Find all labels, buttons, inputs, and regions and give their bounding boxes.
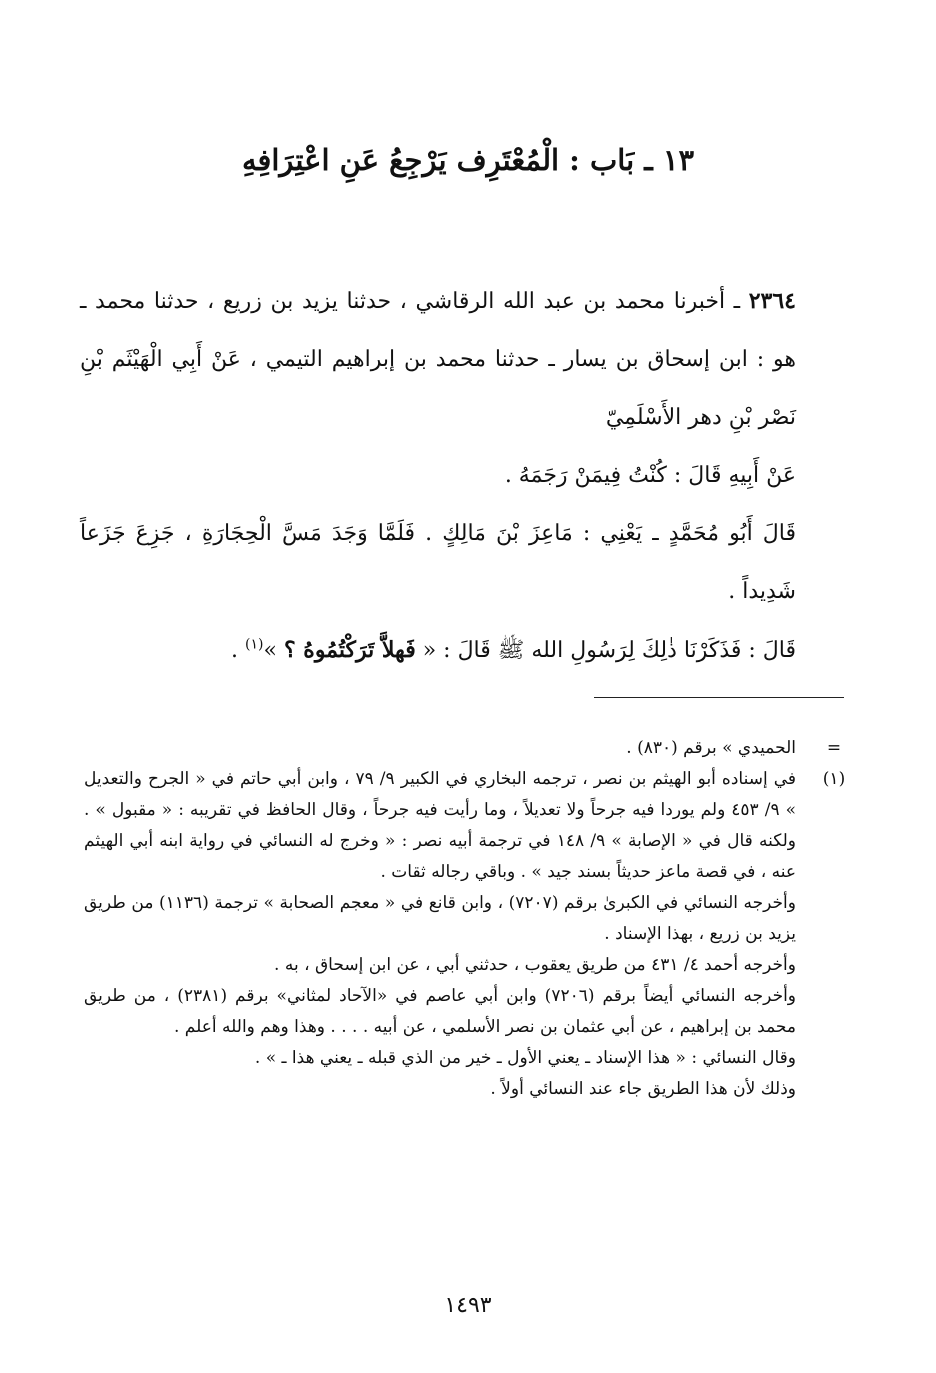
footnote-divider xyxy=(594,697,844,698)
footnote-1-line: وأخرجه أحمد ٤/ ٤٣١ من طريق يعقوب ، حدثني أبي ، عن ابن إسحاق ، به . xyxy=(274,955,796,975)
prophetic-saying: فَهلاَّ تَرَكْتُمُوهُ ؟ xyxy=(283,637,416,663)
footnote-reference: (١) xyxy=(245,636,264,653)
hadith-paragraph-4 xyxy=(80,621,852,680)
hadith-p4-tail: . xyxy=(231,638,239,663)
continuation-marker: = xyxy=(826,738,842,758)
continuation-text: الحميدي » برقم (٨٣٠) . xyxy=(626,738,796,758)
footnote-1 xyxy=(84,764,854,1105)
chapter-title: ١٣ ـ بَاب : الْمُعْتَرِف يَرْجِعُ عَنِ اعْتِرَافِهِ xyxy=(241,143,695,177)
hadith-p4-end: » xyxy=(263,638,277,663)
page-number: ١٤٩٣ xyxy=(444,1293,492,1318)
footnote-1-marker: (١) xyxy=(822,769,846,789)
footnote-1-line: في إسناده أبو الهيثم بن نصر ، ترجمه البخاري في الكبير ٩/ ٧٩ ، وابن أبي حاتم في « الجرح والتعديل » ٩/ ٤٥٣ ولم يوردا فيه جرحاً ولا تعديلاً ، وما رأيت فيه جرحاً ، وقال الحافظ في تقريبه : « مقبول » . ولكنه قال في « الإصابة » ٩/ ١٤٨ في ترجمة أبيه نصر : « وخرج له النسائي في رواية ابنه أبي الهيثم عنه ، في قصة ماعز حديثاً بسند جيد » . وباقي رجاله ثقات . xyxy=(84,769,796,882)
hadith-paragraph-2: عَنْ أَبِيهِ قَالَ : كُنْتُ فِيمَنْ رَجَمَهُ . xyxy=(504,463,796,488)
footnotes-section xyxy=(84,733,854,1105)
footnote-1-line: وأخرجه النسائي أيضاً برقم (٧٢٠٦) وابن أبي عاصم في «الآحاد لمثاني» برقم (٢٣٨١) ، من طريق محمد بن إبراهيم ، عن أبي عثمان بن نصر الأسلمي ، عن أبيه . . . . وهذا وهم والله أعلم . xyxy=(84,986,797,1037)
footnote-1-line: وأخرجه النسائي في الكبرىٰ برقم (٧٢٠٧) ، وابن قانع في « معجم الصحابة » ترجمة (١١٣٦) من طريق يزيد بن زريع ، بهذا الإسناد . xyxy=(84,893,796,944)
hadith-text xyxy=(80,272,852,680)
hadith-paragraph-isnad xyxy=(80,272,852,447)
footnote-1-line: وقال النسائي : « هذا الإسناد ـ يعني الأول ـ خير من الذي قبله ـ يعني هذا ـ » . xyxy=(254,1048,796,1068)
footnote-1-line: وذلك لأن هذا الطريق جاء عند النسائي أولاً . xyxy=(490,1079,796,1099)
hadith-isnad: ـ أخبرنا محمد بن عبد الله الرقاشي ، حدثنا يزيد بن زريع ، حدثنا محمد ـ هو : ابن إسحاق بن يسار ـ حدثنا محمد بن إبراهيم التيمي ، عَنْ أَبِي الْهَيْثَم بْنِ نَصْر بْنِ دهر الأَسْلَمِيّ xyxy=(80,289,796,430)
hadith-p4-start: قَالَ : فَذَكَرْنَا ذٰلِكَ لِرَسُولِ الله ﷺ قَالَ : « xyxy=(422,638,796,663)
hadith-number: ٢٣٦٤ xyxy=(748,288,796,314)
hadith-paragraph-3: قَالَ أَبُو مُحَمَّدٍ ـ يَعْنِي : مَاعِزَ بْنَ مَالِكٍ . فَلَمَّا وَجَدَ مَسَّ الْحِجَارَةِ ، جَزِعَ جَزَعاً شَدِيداً . xyxy=(80,521,796,604)
footnote-continuation xyxy=(84,733,854,764)
